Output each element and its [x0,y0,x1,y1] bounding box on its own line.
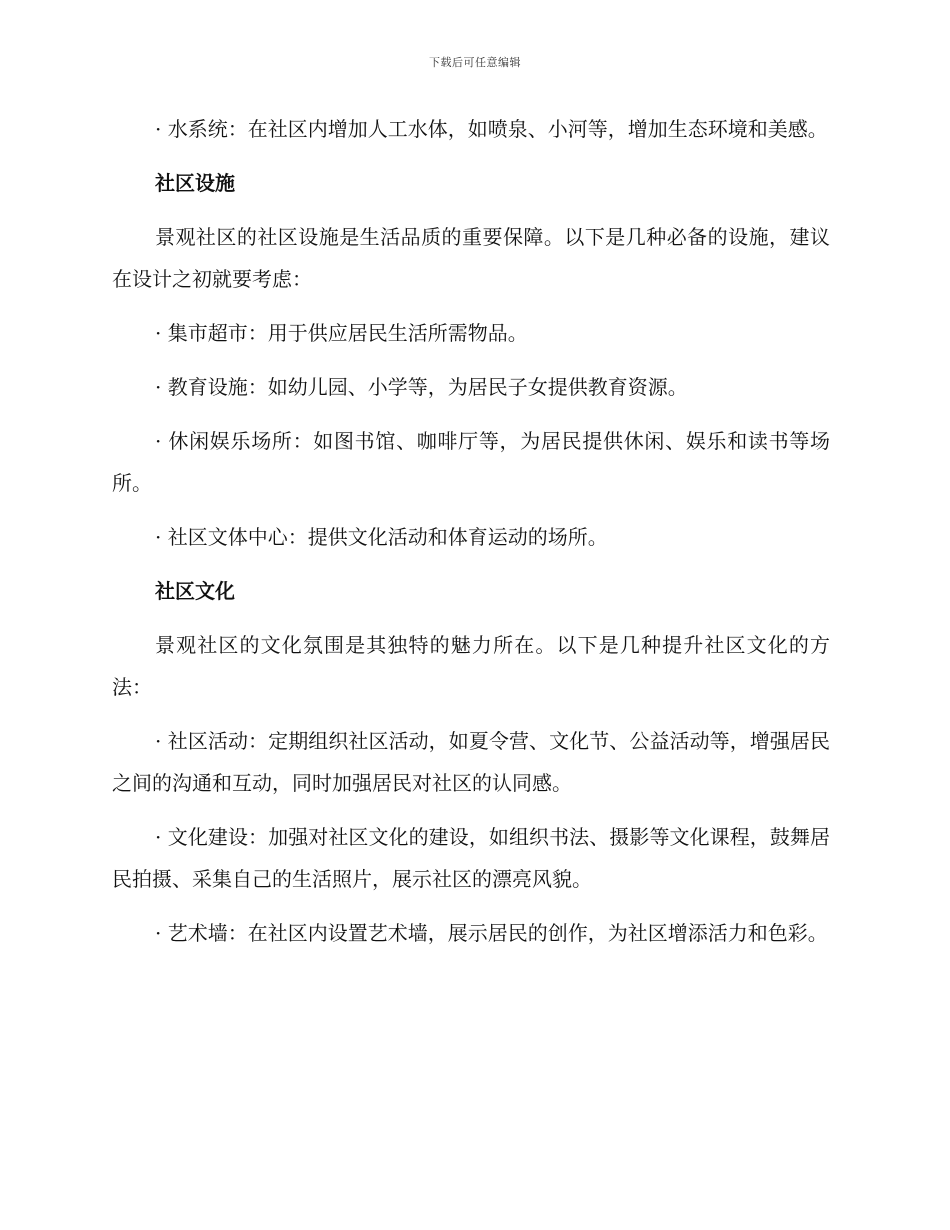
paragraph-education: · 教育设施：如幼儿园、小学等，为居民子女提供教育资源。 [155,375,688,399]
paragraph-leisure: · 休闲娱乐场所：如图书馆、咖啡厅等，为居民提供休闲、娱乐和读书等场所。 [112,429,830,495]
paragraph-market: · 集市超市：用于供应居民生活所需物品。 [155,321,528,345]
section-heading-facilities: 社区设施 [155,171,235,195]
section-heading-culture: 社区文化 [155,579,235,603]
paragraph-community-activities: · 社区活动：定期组织社区活动，如夏令营、文化节、公益活动等，增强居民之间的沟通和互动，同时加强居民对社区的认同感。 [112,729,830,795]
paragraph-culture-intro: 景观社区的文化氛围是其独特的魅力所在。以下是几种提升社区文化的方法： [112,633,830,699]
paragraph-culture-sports-center: · 社区文体中心：提供文化活动和体育运动的场所。 [155,525,608,549]
paragraph-art-wall: · 艺术墙：在社区内设置艺术墙，展示居民的创作，为社区增添活力和色彩。 [155,921,828,945]
paragraph-culture-building: · 文化建设：加强对社区文化的建设，如组织书法、摄影等文化课程，鼓舞居民拍摄、采集自己的生活照片，展示社区的漂亮风貌。 [112,825,830,891]
paragraph-facilities-intro: 景观社区的社区设施是生活品质的重要保障。以下是几种必备的设施，建议在设计之初就要考虑： [112,225,830,291]
page-header: 下载后可任意编辑 [429,56,521,69]
paragraph-water-system: · 水系统：在社区内增加人工水体，如喷泉、小河等，增加生态环境和美感。 [155,117,828,141]
document-body [112,108,830,966]
